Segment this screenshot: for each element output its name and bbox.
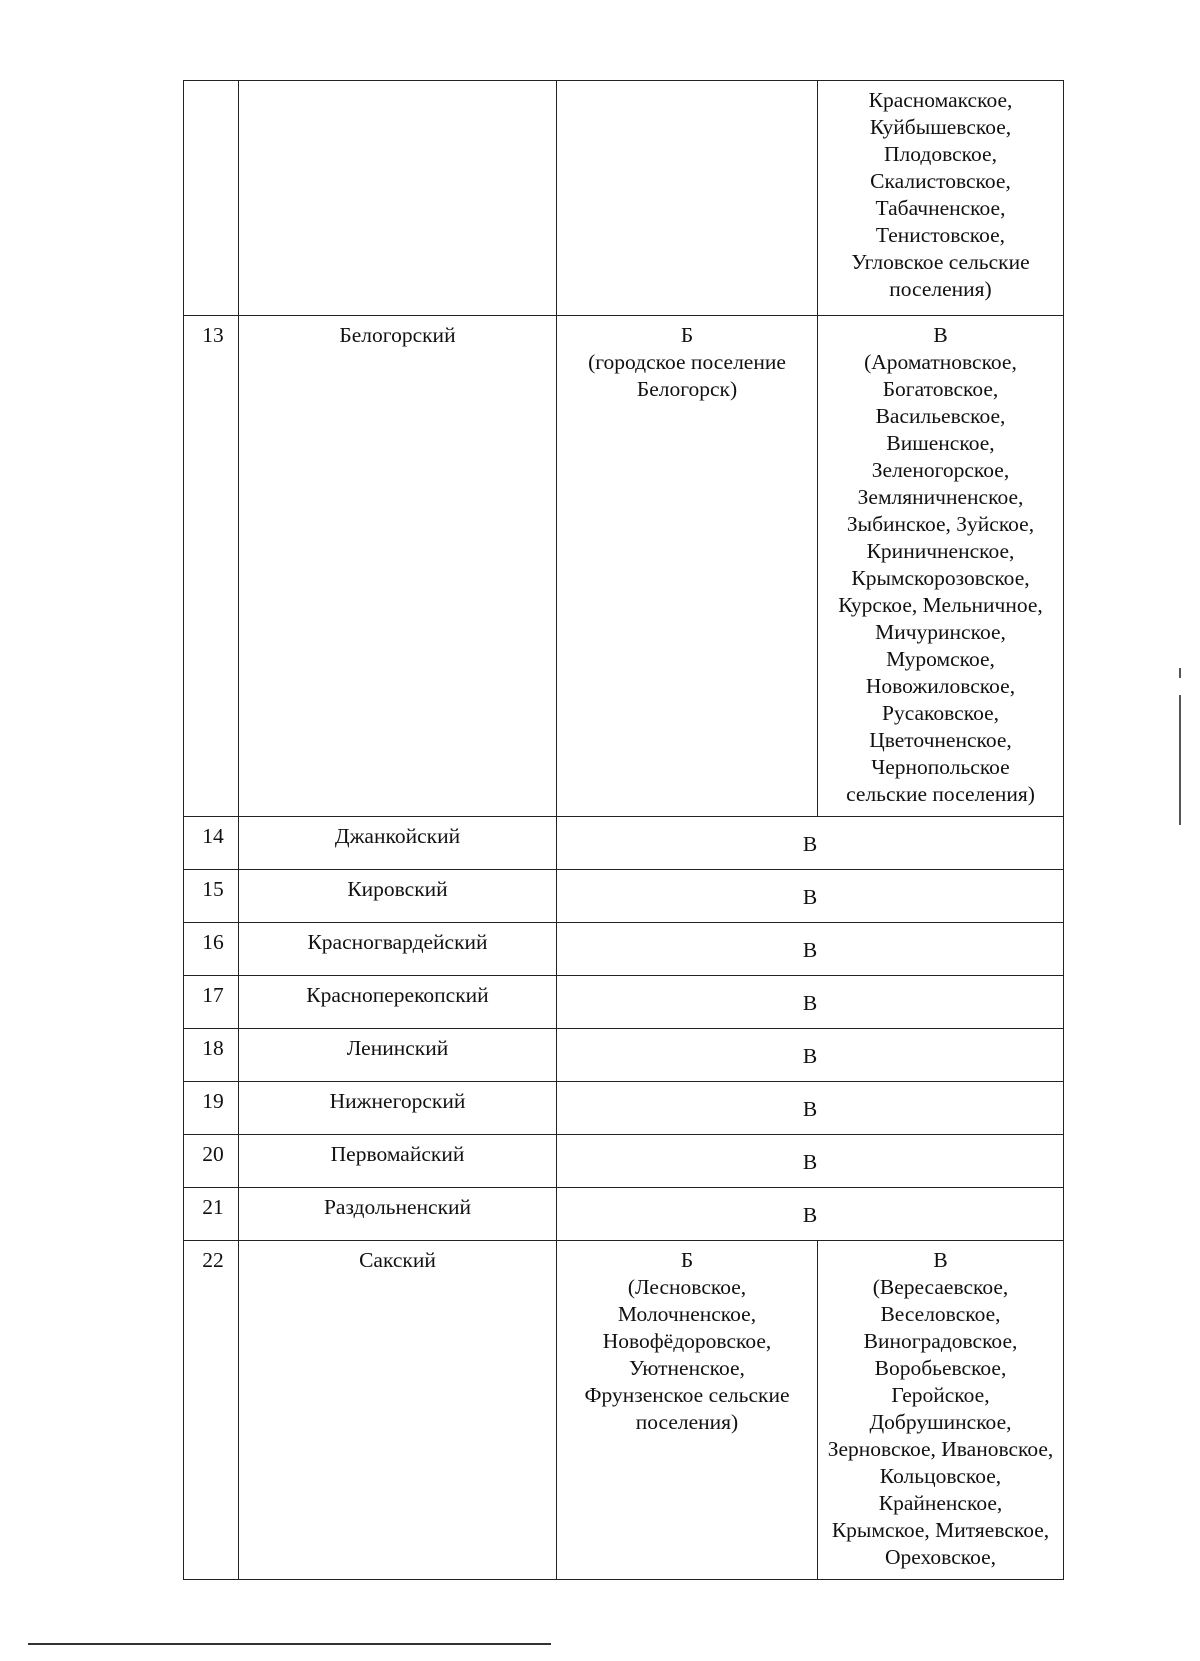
settlement-line: Новожиловское, (865, 674, 1016, 698)
category-cell: В (557, 817, 1064, 870)
category-cell: В (557, 923, 1064, 976)
row-number-cell: 16 (184, 923, 239, 976)
category-letter: В (933, 323, 948, 347)
category-cell: В (557, 870, 1064, 923)
settlement-line: Крымское, Митяевское, (831, 1518, 1050, 1542)
district-cell: Джанкойский (239, 817, 557, 870)
table-row (184, 870, 1064, 923)
settlement-line: Крымскорозовское, (851, 566, 1030, 590)
settlement-line: Красномакское, (868, 88, 1013, 112)
settlement-line: Зыбинское, Зуйское, (846, 512, 1035, 536)
settlement-line: Уютненское, (629, 1356, 745, 1380)
settlement-line: поселения) (889, 277, 992, 301)
table-row (184, 817, 1064, 870)
document-table (183, 80, 1064, 1580)
settlement-line: Геройское, (891, 1383, 990, 1407)
row-number-cell: 14 (184, 817, 239, 870)
settlement-line: поселения) (635, 1410, 739, 1434)
settlement-line: Веселовское, (880, 1302, 1001, 1326)
settlement-line: Угловское сельские (851, 250, 1030, 274)
table-row (184, 1241, 1064, 1580)
settlement-line: Вишенское, (886, 431, 995, 455)
category-b-cell (557, 81, 818, 316)
settlement-line: (Ароматновское, (864, 350, 1017, 374)
settlement-line: (городское поселение (588, 350, 786, 374)
category-v-cell (818, 316, 1064, 817)
category-v-cell (818, 81, 1064, 316)
settlement-line: Зеленогорское, (871, 458, 1010, 482)
category-cell: В (557, 1082, 1064, 1135)
category-cell: В (557, 1188, 1064, 1241)
settlement-line: Фрунзенское сельские (584, 1383, 790, 1407)
settlement-line: Русаковское, (881, 701, 999, 725)
settlement-line: Виноградовское, (863, 1329, 1018, 1353)
settlement-line: Кольцовское, (879, 1464, 1002, 1488)
settlement-line: сельские поселения) (846, 782, 1035, 806)
settlement-line: Плодовское, (884, 142, 997, 166)
table-row (184, 976, 1064, 1029)
scan-margin-mark (1179, 668, 1181, 678)
settlement-line: Ореховское, (884, 1545, 997, 1569)
row-number-cell: 21 (184, 1188, 239, 1241)
category-cell: В (557, 976, 1064, 1029)
district-cell: Белогорский (239, 316, 557, 817)
table-row (184, 1135, 1064, 1188)
table-row (184, 1082, 1064, 1135)
settlement-line: Скалистовское, (870, 169, 1011, 193)
category-letter: Б (680, 1248, 694, 1272)
row-number-cell: 20 (184, 1135, 239, 1188)
settlement-line: Курское, Мельничное, (838, 593, 1043, 617)
table-row (184, 1029, 1064, 1082)
district-cell: Ленинский (239, 1029, 557, 1082)
category-b-cell (557, 1241, 818, 1580)
settlement-line: Молочненское, (617, 1302, 757, 1326)
settlement-line: Куйбышевское, (869, 115, 1012, 139)
settlement-line: Криничненское, (866, 539, 1015, 563)
settlement-line: Новофёдоровское, (602, 1329, 772, 1353)
settlement-line: (Вересаевское, (872, 1275, 1009, 1299)
settlement-line: Тенистовское, (875, 223, 1006, 247)
district-cell: Раздольненский (239, 1188, 557, 1241)
district-cell: Первомайский (239, 1135, 557, 1188)
row-number-cell: 13 (184, 316, 239, 817)
footer-rule (28, 1643, 551, 1645)
settlement-line: (Лесновское, (627, 1275, 747, 1299)
settlement-line: Богатовское, (882, 377, 999, 401)
category-v-cell (818, 1241, 1064, 1580)
settlement-line: Крайненское, (878, 1491, 1003, 1515)
category-letter: Б (680, 323, 694, 347)
category-cell: В (557, 1029, 1064, 1082)
settlement-line: Табачненское, (875, 196, 1006, 220)
row-number-cell: 17 (184, 976, 239, 1029)
row-number-cell: 19 (184, 1082, 239, 1135)
table-row (184, 81, 1064, 316)
row-number-cell: 15 (184, 870, 239, 923)
district-cell: Красногвардейский (239, 923, 557, 976)
settlement-line: Белогорск) (636, 377, 738, 401)
settlement-line: Цветочненское, (869, 728, 1012, 752)
category-b-cell (557, 316, 818, 817)
table-row (184, 1188, 1064, 1241)
settlement-line: Воробьевское, (874, 1356, 1007, 1380)
settlement-line: Земляничненское, (857, 485, 1024, 509)
settlement-line: Мичуринское, (875, 620, 1006, 644)
district-cell: Кировский (239, 870, 557, 923)
settlement-line: Зерновское, Ивановское, (827, 1437, 1054, 1461)
district-cell (239, 81, 557, 316)
category-cell: В (557, 1135, 1064, 1188)
district-cell: Нижнегорский (239, 1082, 557, 1135)
settlement-line: Чернопольское (871, 755, 1010, 779)
settlement-line: Васильевское, (875, 404, 1006, 428)
table-row (184, 923, 1064, 976)
category-letter: В (933, 1248, 948, 1272)
district-cell: Сакский (239, 1241, 557, 1580)
row-number-cell (184, 81, 239, 316)
row-number-cell: 18 (184, 1029, 239, 1082)
district-cell: Красноперекопский (239, 976, 557, 1029)
settlement-line: Муромское, (886, 647, 995, 671)
scan-margin-mark (1179, 695, 1181, 825)
table-row (184, 316, 1064, 817)
row-number-cell: 22 (184, 1241, 239, 1580)
settlement-line: Добрушинское, (869, 1410, 1012, 1434)
